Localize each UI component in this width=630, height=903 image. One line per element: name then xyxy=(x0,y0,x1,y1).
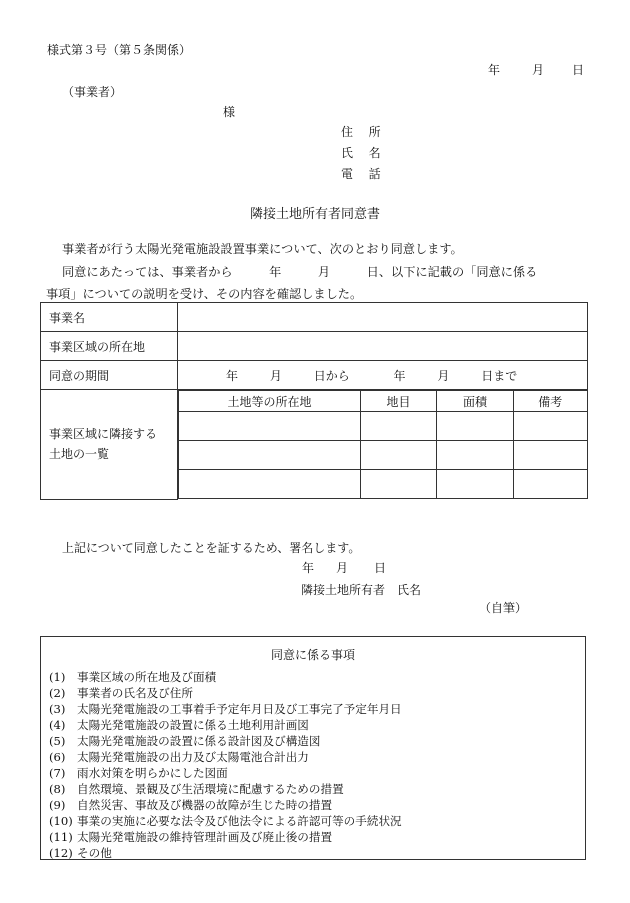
cert-date-month: 月 xyxy=(336,561,349,575)
adjacent-land-label xyxy=(41,390,178,500)
land-row-3-category[interactable] xyxy=(361,470,437,499)
applicant-address-label: 住所 xyxy=(341,125,397,139)
date-month: 月 xyxy=(532,63,545,77)
adjacent-land-label-line2: 土地の一覧 xyxy=(49,447,110,462)
project-location-label: 事業区域の所在地 xyxy=(41,332,178,361)
item-text: 太陽光発電施設の出力及び太陽電池合計出力 xyxy=(77,750,309,764)
project-info-table xyxy=(40,302,588,500)
land-row-1-location[interactable] xyxy=(179,412,361,441)
document-title: 隣接土地所有者同意書 xyxy=(249,207,380,222)
item-number: (11) xyxy=(49,830,73,844)
land-row-2-area[interactable] xyxy=(437,441,514,470)
list-item xyxy=(49,701,402,717)
item-number: (1) xyxy=(49,670,66,684)
list-item xyxy=(49,845,402,861)
date-day: 日 xyxy=(572,63,585,77)
item-number: (10) xyxy=(49,814,73,828)
period-from-day: 日から xyxy=(313,368,350,383)
list-item xyxy=(49,685,402,701)
list-item xyxy=(49,717,402,733)
header-land-category: 地目 xyxy=(361,391,437,412)
land-row-3-location[interactable] xyxy=(179,470,361,499)
header-area: 面積 xyxy=(437,391,514,412)
land-row-2-location[interactable] xyxy=(179,441,361,470)
cert-date-day: 日 xyxy=(374,561,387,575)
addressee-label: （事業者） xyxy=(62,85,123,99)
adjacent-land-label-line1: 事業区域に隣接する xyxy=(49,427,158,442)
list-item xyxy=(49,669,402,685)
period-to-month: 月 xyxy=(437,368,450,383)
period-from-month: 月 xyxy=(269,368,282,383)
item-number: (4) xyxy=(49,718,66,732)
header-land-location: 土地等の所在地 xyxy=(179,391,361,412)
list-item xyxy=(49,813,402,829)
item-text: その他 xyxy=(77,846,112,860)
list-item xyxy=(49,733,402,749)
period-to-year: 年 xyxy=(393,368,406,383)
land-row-2-category[interactable] xyxy=(361,441,437,470)
certification-statement: 上記について同意したことを証するため、署名します。 xyxy=(62,541,361,555)
signer-name-label: 隣接土地所有者 氏名 xyxy=(301,583,422,597)
period-to-day: 日まで xyxy=(481,368,518,383)
land-row-1-remarks[interactable] xyxy=(514,412,588,441)
consent-period-field[interactable] xyxy=(178,361,588,390)
project-name-field[interactable] xyxy=(178,303,588,332)
list-item xyxy=(49,765,402,781)
list-item xyxy=(49,781,402,797)
consent-items-box xyxy=(40,636,586,860)
date-year: 年 xyxy=(488,63,501,77)
consent-statement: 事業者が行う太陽光発電施設設置事業について、次のとおり同意します。 xyxy=(62,242,463,256)
item-text: 太陽光発電施設の設置に係る土地利用計画図 xyxy=(77,718,309,732)
item-text: 事業の実施に必要な法令及び他法令による許認可等の手続状況 xyxy=(77,814,402,828)
cert-date-year: 年 xyxy=(302,561,315,575)
adjacent-land-list xyxy=(178,390,588,500)
item-number: (5) xyxy=(49,734,66,748)
item-text: 自然災害、事故及び機器の故障が生じた時の措置 xyxy=(77,798,333,812)
form-number: 様式第３号（第５条関係） xyxy=(47,43,192,57)
item-number: (12) xyxy=(49,846,73,860)
header-remarks: 備考 xyxy=(514,391,588,412)
item-text: 自然環境、景観及び生活環境に配慮するための措置 xyxy=(77,782,344,796)
applicant-phone-label: 電話 xyxy=(341,167,397,181)
land-row-2-remarks[interactable] xyxy=(514,441,588,470)
item-text: 事業者の氏名及び住所 xyxy=(77,686,193,700)
honorific: 様 xyxy=(223,105,236,119)
item-number: (7) xyxy=(49,766,66,780)
explanation-statement: 同意にあたっては、事業者から 年 月 日、以下に記載の「同意に係る xyxy=(62,265,538,279)
list-item xyxy=(49,829,402,845)
consent-period-label: 同意の期間 xyxy=(41,361,178,390)
applicant-name-label: 氏名 xyxy=(341,146,397,160)
item-text: 太陽光発電施設の工事着手予定年月日及び工事完了予定年月日 xyxy=(77,702,402,716)
adjacent-land-table xyxy=(178,390,588,499)
consent-items-list xyxy=(49,669,402,861)
project-location-field[interactable] xyxy=(178,332,588,361)
item-number: (9) xyxy=(49,798,66,812)
consent-items-title: 同意に係る事項 xyxy=(270,648,355,662)
item-text: 太陽光発電施設の設置に係る設計図及び構造図 xyxy=(77,734,321,748)
handwritten-note: （自筆） xyxy=(479,601,528,615)
item-text: 事業区域の所在地及び面積 xyxy=(77,670,217,684)
item-number: (2) xyxy=(49,686,66,700)
item-number: (3) xyxy=(49,702,66,716)
land-row-1-category[interactable] xyxy=(361,412,437,441)
land-row-3-remarks[interactable] xyxy=(514,470,588,499)
item-number: (8) xyxy=(49,782,66,796)
item-text: 太陽光発電施設の維持管理計画及び廃止後の措置 xyxy=(77,830,333,844)
list-item xyxy=(49,797,402,813)
explanation-statement-cont: 事項」についての説明を受け、その内容を確認しました。 xyxy=(46,287,363,301)
period-from-year: 年 xyxy=(226,368,239,383)
item-text: 雨水対策を明らかにした図面 xyxy=(77,766,228,780)
project-name-label: 事業名 xyxy=(41,303,178,332)
item-number: (6) xyxy=(49,750,66,764)
land-row-1-area[interactable] xyxy=(437,412,514,441)
list-item xyxy=(49,749,402,765)
land-row-3-area[interactable] xyxy=(437,470,514,499)
